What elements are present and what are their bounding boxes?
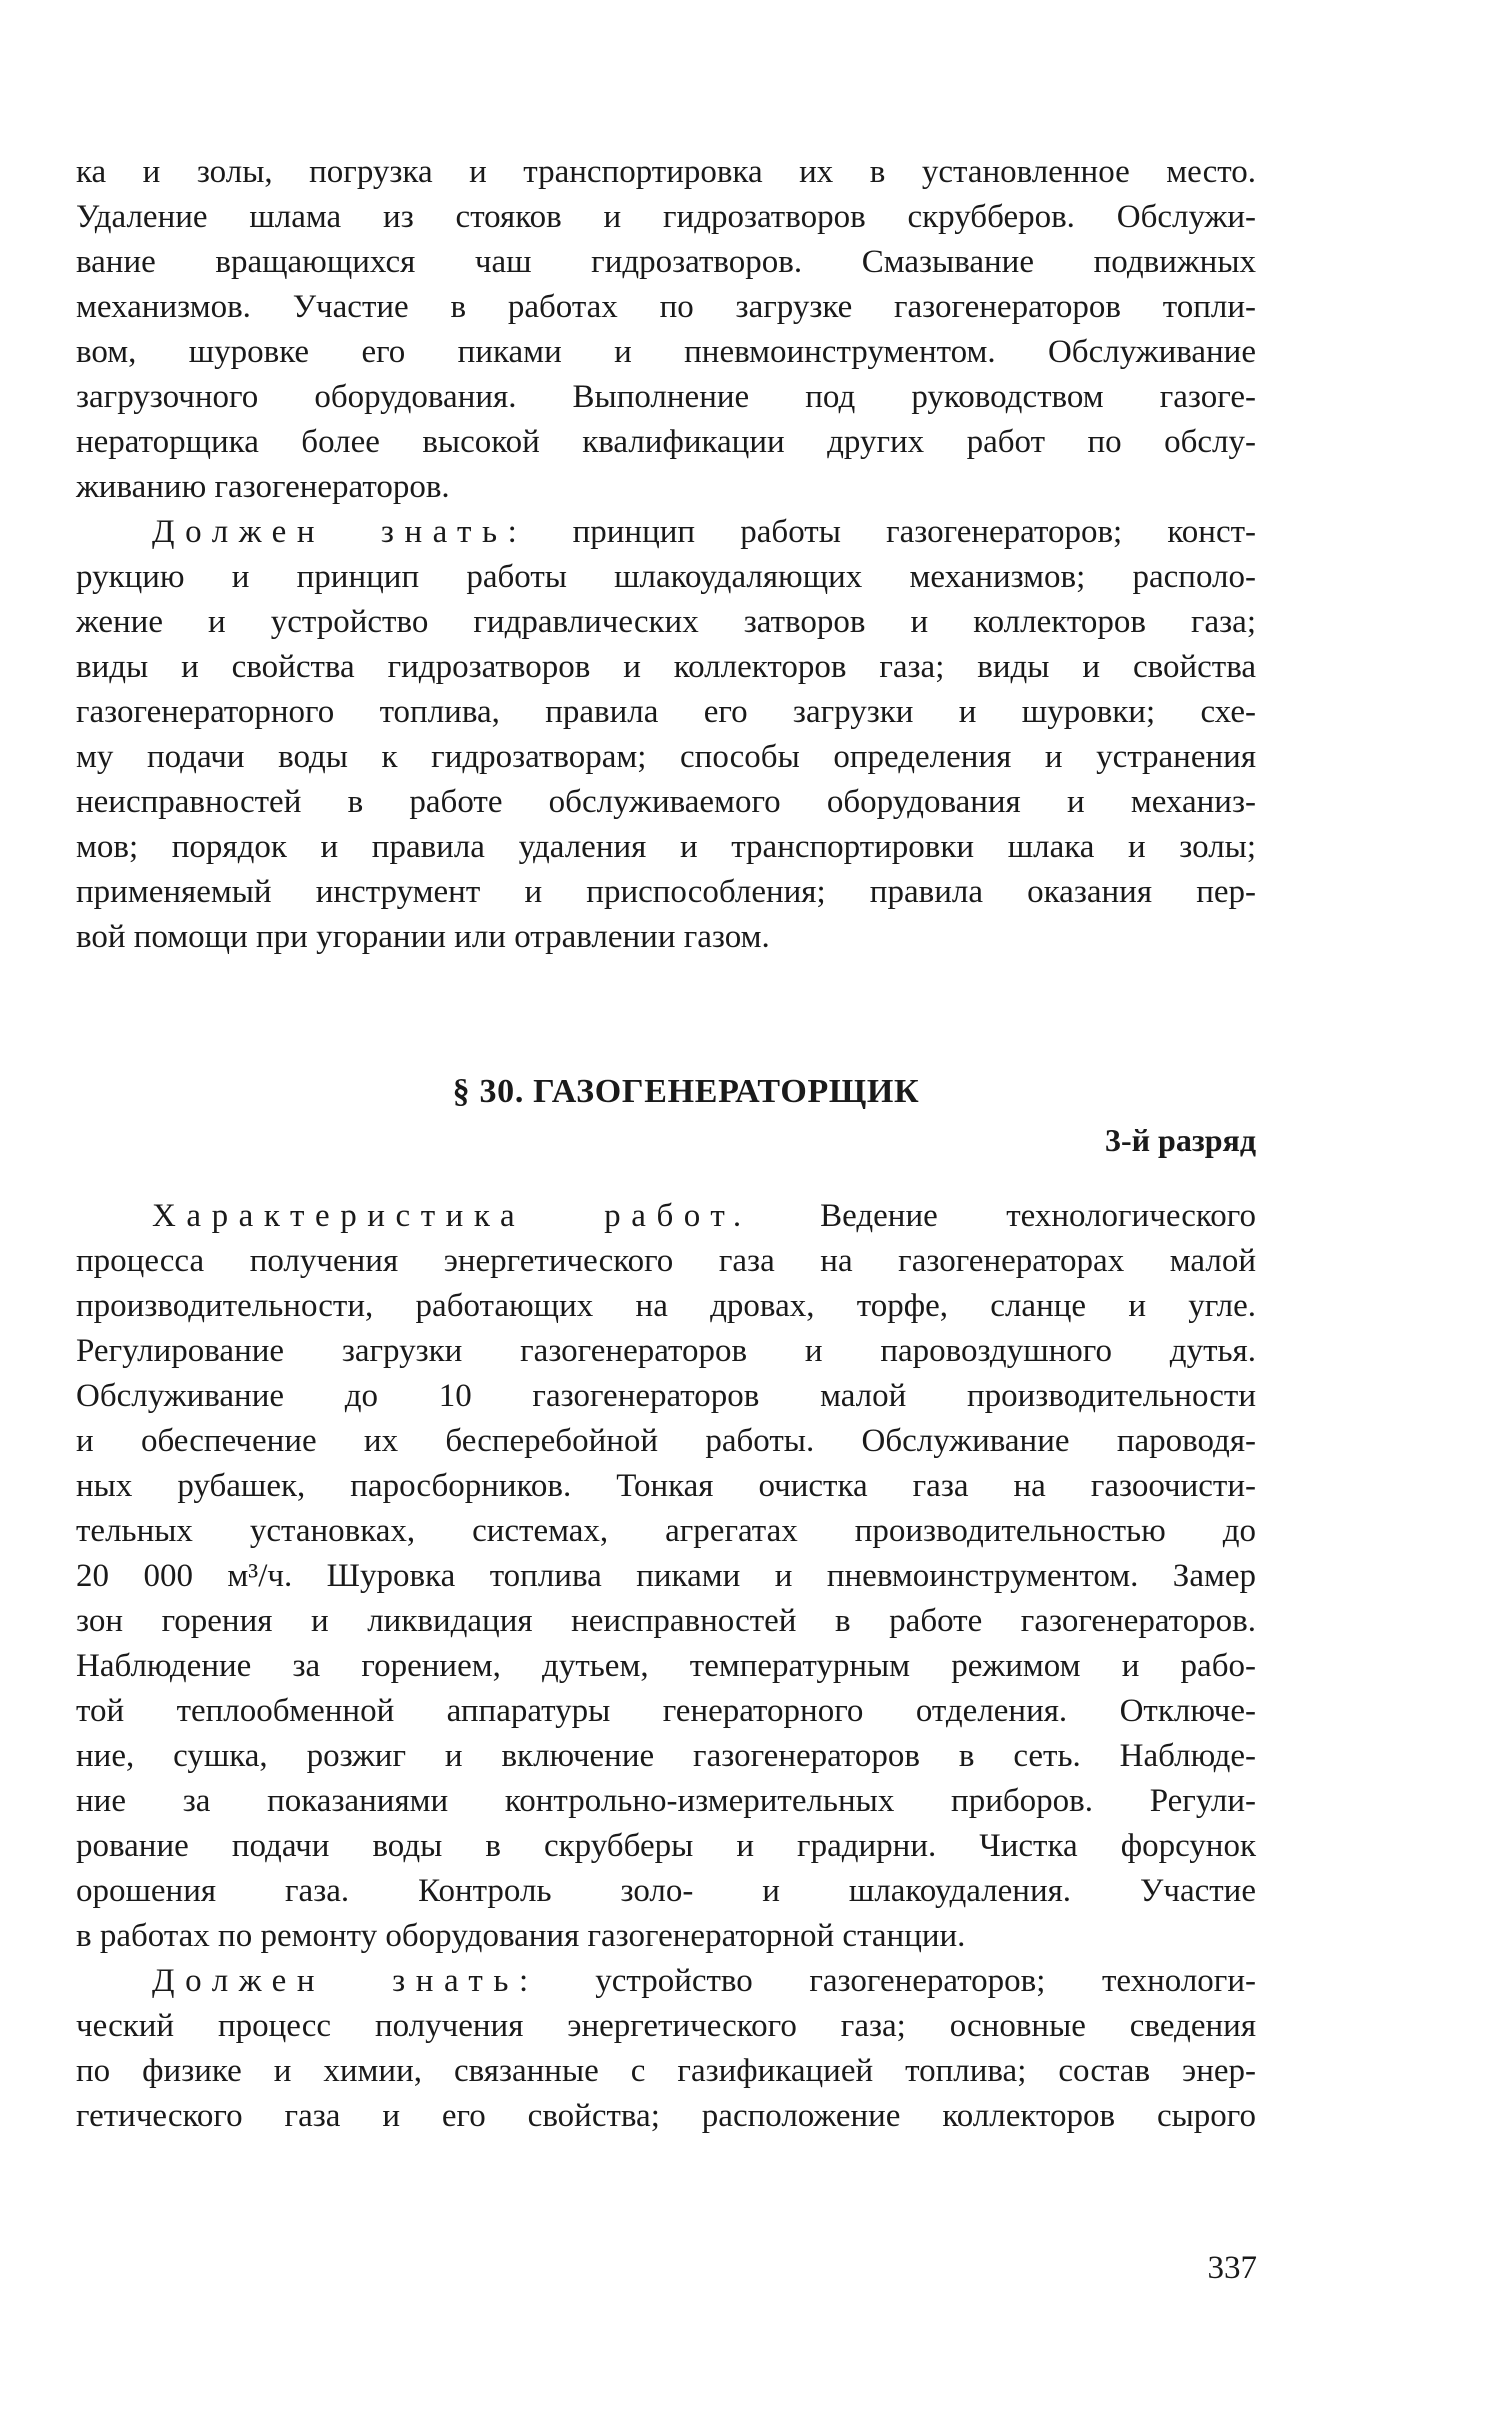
text-line: вание вращающихся чаш гидрозатворов. Смазывание подвижных: [76, 244, 1256, 280]
text-line: Удаление шлама из стояков и гидрозатворов скрубберов. Обслужи-: [76, 199, 1256, 235]
text-line: жение и устройство гидравлических затворов и коллекторов газа;: [76, 604, 1256, 640]
text-line: ние за показаниями контрольно-измерительных приборов. Регули-: [76, 1783, 1256, 1819]
section-spacer: [76, 960, 1256, 1068]
text-line: живанию газогенераторов.: [76, 469, 450, 505]
label-must-know: Должен знать:: [152, 1963, 539, 1999]
paragraph-must-know-2nd-grade: [76, 510, 1256, 960]
label-characteristics: Характеристика работ.: [152, 1198, 752, 1234]
text-line: газогенераторного топлива, правила его загрузки и шуровки; схе-: [76, 694, 1256, 730]
text-line: процесса получения энергетического газа на газогенераторах малой: [76, 1243, 1256, 1279]
text-line: по физике и химии, связанные с газификацией топлива; состав энер-: [76, 2053, 1256, 2089]
text-line: ние, сушка, розжиг и включение газогенераторов в сеть. Наблюде-: [76, 1738, 1256, 1774]
paragraph-duties-continuation: [76, 150, 1256, 510]
text-line: мов; порядок и правила удаления и транспортировки шлака и золы;: [76, 829, 1256, 865]
section-heading: § 30. ГАЗОГЕНЕРАТОРЩИК: [452, 1073, 920, 1110]
text-line: механизмов. Участие в работах по загрузке газогенераторов топли-: [76, 289, 1256, 325]
page-body: [76, 150, 1256, 2139]
text-line: Наблюдение за горением, дутьем, температурным режимом и рабо-: [76, 1648, 1256, 1684]
text-line: ка и золы, погрузка и транспортировка их в установленное место.: [76, 154, 1256, 190]
text-line: рование подачи воды в скрубберы и градирни. Чистка форсунок: [76, 1828, 1256, 1864]
text-line: вой помощи при угорании или отравлении газом.: [76, 919, 770, 955]
text-line: [76, 1194, 1256, 1239]
text-line: [76, 510, 1256, 555]
text-fragment: принцип работы газогенераторов; конст-: [527, 514, 1256, 550]
text-line: рукцию и принцип работы шлакоудаляющих механизмов; располо-: [76, 559, 1256, 595]
text-line: му подачи воды к гидрозатворам; способы определения и устранения: [76, 739, 1256, 775]
text-fragment: Ведение технологического: [751, 1198, 1256, 1234]
text-line: ческий процесс получения энергетического газа; основные сведения: [76, 2008, 1256, 2044]
text-line: и обеспечение их бесперебойной работы. Обслуживание пароводя-: [76, 1423, 1256, 1459]
text-line: орошения газа. Контроль золо- и шлакоудаления. Участие: [76, 1873, 1256, 1909]
text-line: тельных установках, системах, агрегатах производительностью до: [76, 1513, 1256, 1549]
text-line: вом, шуровке его пиками и пневмоинструментом. Обслуживание: [76, 334, 1256, 370]
label-must-know: Должен знать:: [152, 514, 528, 550]
text-fragment: устройство газогенераторов; технологи-: [538, 1963, 1256, 1999]
paragraph-work-characteristics: [76, 1194, 1256, 1959]
text-line: зон горения и ликвидация неисправностей в работе газогенераторов.: [76, 1603, 1256, 1639]
text-line: 20 000 м³/ч. Шуровка топлива пиками и пневмоинструментом. Замер: [76, 1558, 1256, 1594]
text-line: виды и свойства гидрозатворов и коллекторов газа; виды и свойства: [76, 649, 1256, 685]
text-line: применяемый инструмент и приспособления; правила оказания пер-: [76, 874, 1256, 910]
text-line: неисправностей в работе обслуживаемого оборудования и механиз-: [76, 784, 1256, 820]
text-line: ных рубашек, паросборников. Тонкая очистка газа на газоочисти-: [76, 1468, 1256, 1504]
text-line: той теплообменной аппаратуры генераторного отделения. Отключе-: [76, 1693, 1256, 1729]
text-line: в работах по ремонту оборудования газогенераторной станции.: [76, 1918, 966, 1954]
text-line: Регулирование загрузки газогенераторов и паровоздушного дутья.: [76, 1333, 1256, 1369]
grade-label: 3-й разряд: [1104, 1122, 1256, 1158]
text-line: загрузочного оборудования. Выполнение под руководством газоге-: [76, 379, 1256, 415]
text-line: Обслуживание до 10 газогенераторов малой производительности: [76, 1378, 1256, 1414]
text-line: нераторщика более высокой квалификации других работ по обслу-: [76, 424, 1256, 460]
spacer: [76, 1164, 1256, 1194]
text-line: [76, 1959, 1256, 2004]
page-number: 337: [1207, 2250, 1257, 2286]
paragraph-must-know-3rd-grade: [76, 1959, 1256, 2139]
text-line: гетического газа и его свойства; расположение коллекторов сырого: [76, 2098, 1256, 2134]
text-line: производительности, работающих на дровах, торфе, сланце и угле.: [76, 1288, 1256, 1324]
